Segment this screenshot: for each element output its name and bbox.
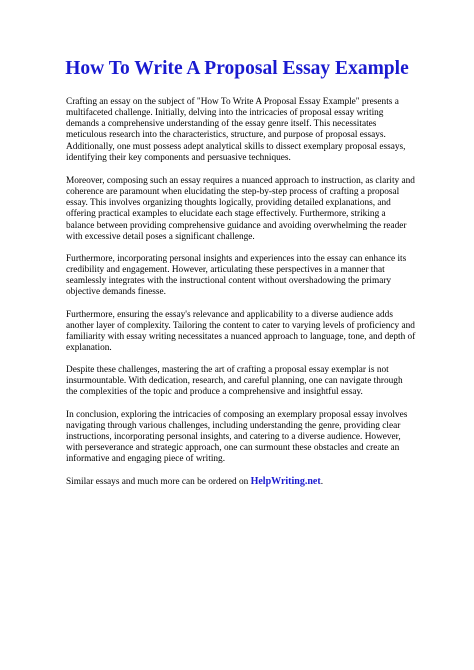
paragraph-approach: Moreover, composing such an essay requires a nuanced approach to instruction, as clarity and coherence are paramount when elucidating the step-by-step process of crafting a proposal essay. This involves organizing thoughts logically, providing detailed explanations, and offering practical examples to elucidate each stage effectively. Furthermore, striking a balance between providing comprehensive guidance and avoiding overwhelming the reader with excessive detail poses a significant challenge. xyxy=(66,175,415,242)
order-end-punctuation: . xyxy=(320,477,324,488)
order-text: Similar essays and much more can be ordered on xyxy=(66,477,251,488)
paragraph-insights: Furthermore, incorporating personal insights and experiences into the essay can enhance its credibility and engagement. However, articulating these perspectives in a manner that seamlessly integrates with the instructional content without overshadowing the primary objective demands finesse. xyxy=(66,253,407,298)
helpwriting-link[interactable]: HelpWriting.net xyxy=(250,476,321,488)
document-title: How To Write A Proposal Essay Example xyxy=(65,58,409,79)
document-body xyxy=(66,97,416,489)
order-line xyxy=(66,476,416,488)
paragraph-conclusion: In conclusion, exploring the intricacies of composing an exemplary proposal essay involves navigating through various challenges, including understanding the genre, providing clear instructions, incorporating personal insights, and catering to a diverse audience. However, with perseverance and strategic approach, one can surmount these obstacles and create an informative and engaging piece of writing. xyxy=(66,409,408,465)
paragraph-challenges: Despite these challenges, mastering the art of crafting a proposal essay exemplar is not insurmountable. With dedication, research, and careful planning, one can navigate through the complexities of the topic and produce a comprehensive and insightful essay. xyxy=(66,365,403,398)
paragraph-intro: Crafting an essay on the subject of "How To Write A Proposal Essay Example" presents a multifaceted challenge. Initially, delving into the intricacies of proposal essay writing demands a comprehensive understanding of the essay genre itself. This necessitates meticulous research into the characteristics, structure, and purpose of proposal essays. Additionally, one must possess adept analytical skills to dissect exemplary proposal essays, identifying their key components and persuasive techniques. xyxy=(66,97,406,163)
paragraph-audience: Furthermore, ensuring the essay's relevance and applicability to a diverse audience adds another layer of complexity. Tailoring the content to cater to varying levels of proficiency and familiarity with essay writing necessitates a nuanced approach to language, tone, and depth of explanation. xyxy=(66,309,416,353)
